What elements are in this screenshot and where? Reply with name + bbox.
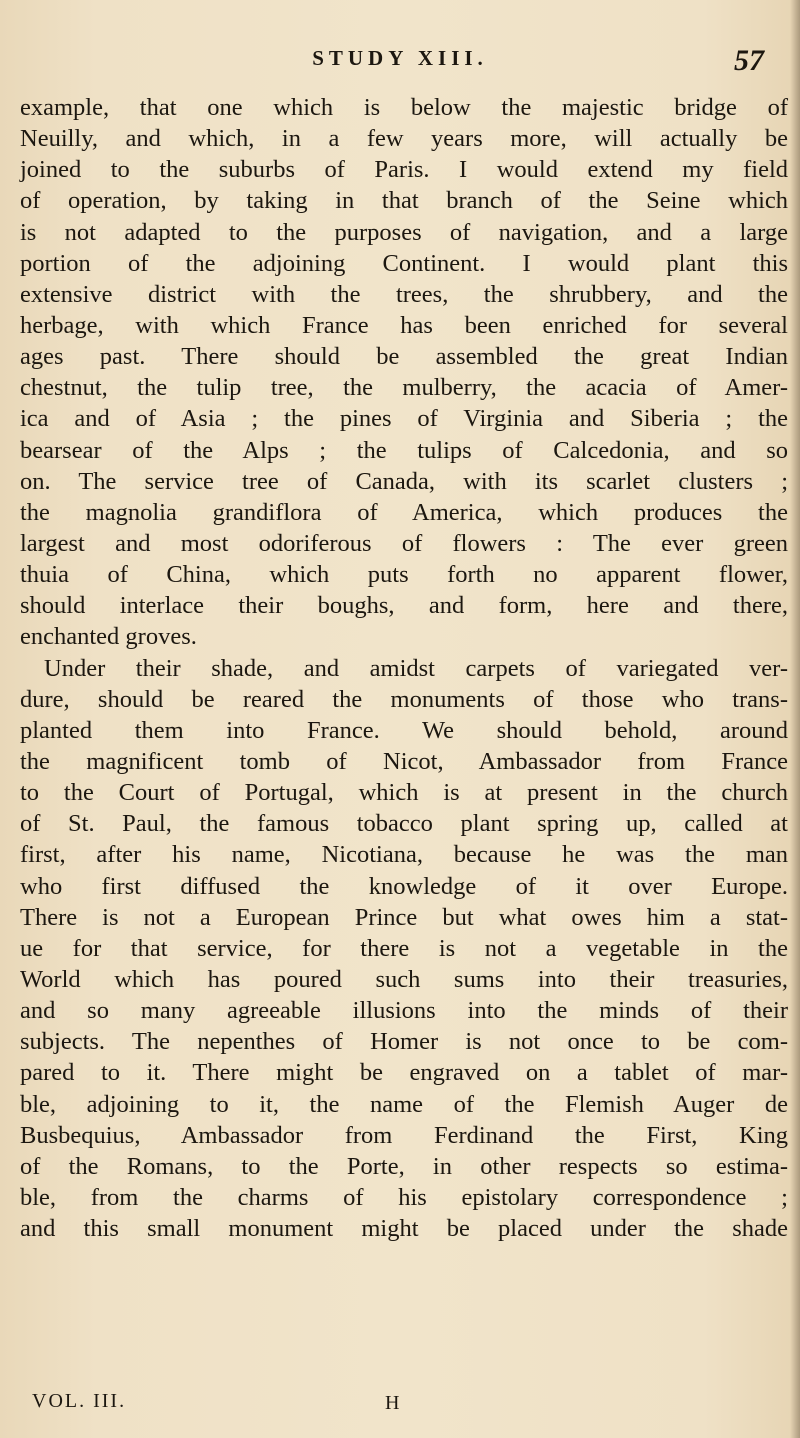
text-line: ica and of Asia ; the pines of Virginia and Siberia ; the — [20, 405, 788, 433]
text-line: World which has poured such sums into their treasuries, — [20, 965, 788, 993]
text-line: bearsear of the Alps ; the tulips of Calcedonia, and so — [20, 436, 788, 464]
body-text — [20, 92, 788, 1244]
text-line: and so many agreeable illusions into the minds of their — [20, 997, 788, 1025]
volume-label: VOL. III. — [32, 1390, 127, 1412]
text-line: enchanted groves. — [20, 623, 197, 651]
text-line: and this small monument might be placed under the shade — [20, 1215, 788, 1243]
text-line: portion of the adjoining Continent. I would plant this — [20, 249, 788, 277]
text-line: herbage, with which France has been enriched for several — [20, 311, 788, 339]
text-line: subjects. The nepenthes of Homer is not once to be com- — [20, 1028, 788, 1056]
text-line: ages past. There should be assembled the great Indian — [20, 343, 788, 371]
text-line: of St. Paul, the famous tobacco plant spring up, called at — [20, 810, 788, 838]
page-footer — [0, 1390, 800, 1422]
text-line: Neuilly, and which, in a few years more, will actually be — [20, 125, 788, 153]
page-edge-shadow — [790, 0, 800, 1438]
text-line: largest and most odoriferous of flowers : The ever green — [20, 529, 788, 557]
text-line: Busbequius, Ambassador from Ferdinand the First, King — [20, 1121, 788, 1149]
text-line: the magnificent tomb of Nicot, Ambassador from France — [20, 747, 788, 775]
text-line: is not adapted to the purposes of navigation, and a large — [20, 218, 788, 246]
text-line: ue for that service, for there is not a vegetable in the — [20, 934, 788, 962]
signature-mark: H — [385, 1392, 400, 1414]
text-line: the magnolia grandiflora of America, which produces the — [20, 498, 788, 526]
text-line: dure, should be reared the monuments of those who trans- — [20, 685, 788, 713]
text-line: pared to it. There might be engraved on a tablet of mar- — [20, 1059, 788, 1087]
text-line: chestnut, the tulip tree, the mulberry, the acacia of Amer- — [20, 374, 788, 402]
text-line: to the Court of Portugal, which is at present in the church — [20, 779, 788, 807]
running-head: STUDY XIII. — [312, 46, 488, 70]
text-line: Under their shade, and amidst carpets of variegated ver- — [44, 654, 788, 682]
page-number: 57 — [734, 44, 764, 77]
text-line: extensive district with the trees, the shrubbery, and the — [20, 280, 788, 308]
text-line: ble, from the charms of his epistolary correspondence ; — [20, 1183, 788, 1211]
text-line: ble, adjoining to it, the name of the Flemish Auger de — [20, 1090, 788, 1118]
text-line: of operation, by taking in that branch of the Seine which — [20, 187, 788, 215]
text-line: should interlace their boughs, and form, here and there, — [20, 592, 788, 620]
text-line: on. The service tree of Canada, with its scarlet clusters ; — [20, 467, 788, 495]
text-line: who first diffused the knowledge of it over Europe. — [20, 872, 788, 900]
text-line: thuia of China, which puts forth no apparent flower, — [20, 561, 788, 589]
text-line: planted them into France. We should behold, around — [20, 716, 788, 744]
page-header — [0, 40, 800, 80]
text-line: There is not a European Prince but what owes him a stat- — [20, 903, 788, 931]
text-line: first, after his name, Nicotiana, because he was the man — [20, 841, 788, 869]
text-line: of the Romans, to the Porte, in other respects so estima- — [20, 1152, 788, 1180]
text-line: example, that one which is below the majestic bridge of — [20, 94, 788, 121]
text-line: joined to the suburbs of Paris. I would extend my field — [20, 156, 788, 184]
